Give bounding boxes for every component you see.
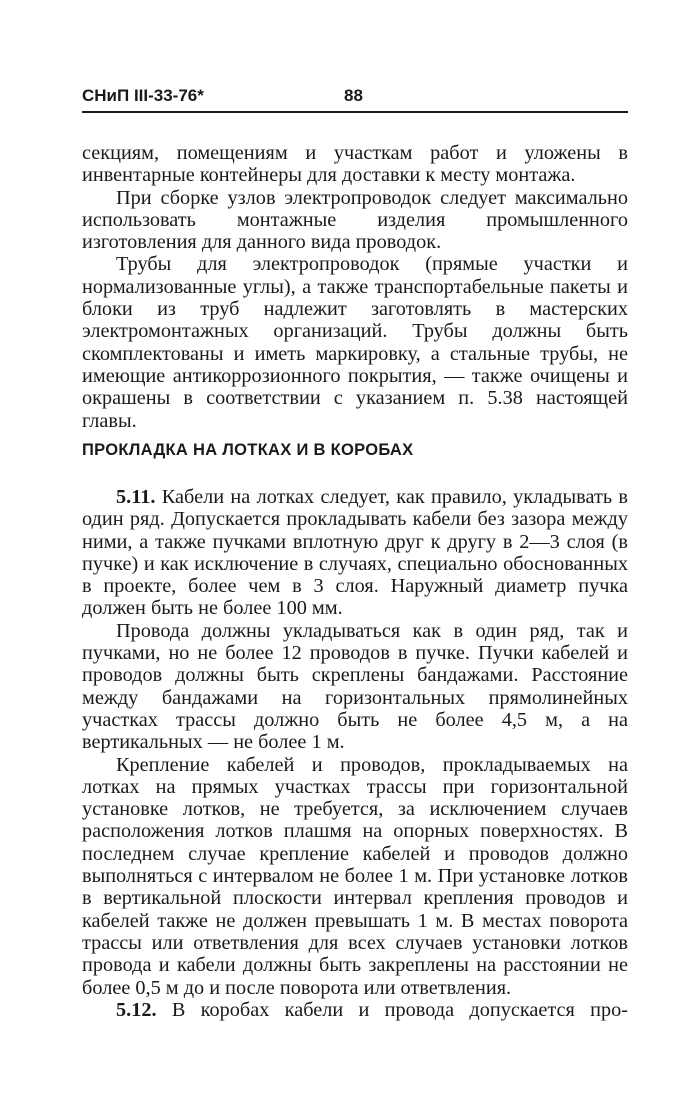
- text-block-top: [82, 142, 628, 432]
- text-block-bottom: [82, 486, 628, 1021]
- section-heading: ПРОКЛАДКА НА ЛОТКАХ И В КОРОБАХ: [82, 441, 414, 459]
- paragraph: Трубы для электропроводок (прямые участки и нормализованные углы), а также транспортабельные пакеты и блоки из труб надлежит заготовлять в мастерских электромонтажных организаций. Трубы должны быть скомплектованы и иметь маркировку, а стальные трубы, не имеющие антикоррозионного покрытия, — также очищены и окрашены в соответствии с указанием п. 5.38 настоящей главы.: [82, 253, 628, 432]
- document-code: СНиП III-33-76*: [82, 86, 204, 105]
- header-rule: [82, 111, 628, 113]
- paragraph: Крепление кабелей и проводов, прокладываемых на лотках на прямых участках трассы при горизонтальной установке лотков, не требуется, за исключением случаев расположения лотков плашмя на опорных поверхностях. В последнем случае крепление кабелей и проводов должно выполняться с интервалом не более 1 м. При установке лотков в вертикальной плоскости интервал крепления проводов и кабелей также не должен превышать 1 м. В местах поворота трассы или ответвления для всех случаев установки лотков провода и кабели должны быть закреплены на расстоянии не более 0,5 м до и после поворота или ответвления.: [82, 753, 628, 999]
- paragraph: При сборке узлов электропроводок следует максимально использовать монтажные изделия промышленного изготовления для данного вида проводок.: [82, 186, 628, 254]
- clause-number: 5.11.: [116, 486, 156, 508]
- page-number: 88: [344, 86, 363, 105]
- paragraph: Провода должны укладываться как в один ряд, так и пучками, но не более 12 проводов в пучке. Пучки кабелей и проводов должны быть скреплены бандажами. Расстояние между бандажами на горизонтальных прямолинейных участках трассы должно быть не более 4,5 м, а на вертикальных — не более 1 м.: [82, 619, 628, 754]
- clause-5-11: [82, 486, 628, 620]
- clause-number: 5.12.: [116, 998, 157, 1021]
- paragraph: секциям, помещениям и участкам работ и уложены в инвентарные контейнеры для доставки к месту монтажа.: [82, 142, 628, 187]
- clause-text: Кабели на лотках следует, как правило, укладывать в один ряд. Допускается прокладывать кабели без зазора между ними, а также пучками вплотную друг к другу в 2—3 слоя (в пучке) и как исключение в случаях, специально обоснованных в проекте, более чем в 3 слоя. Наружный диаметр пучка должен быть не более 100 мм.: [82, 486, 628, 620]
- clause-5-12: [82, 999, 628, 1021]
- page-header: [82, 78, 626, 112]
- clause-text: В коробах кабели и провода допускается про-: [171, 998, 629, 1021]
